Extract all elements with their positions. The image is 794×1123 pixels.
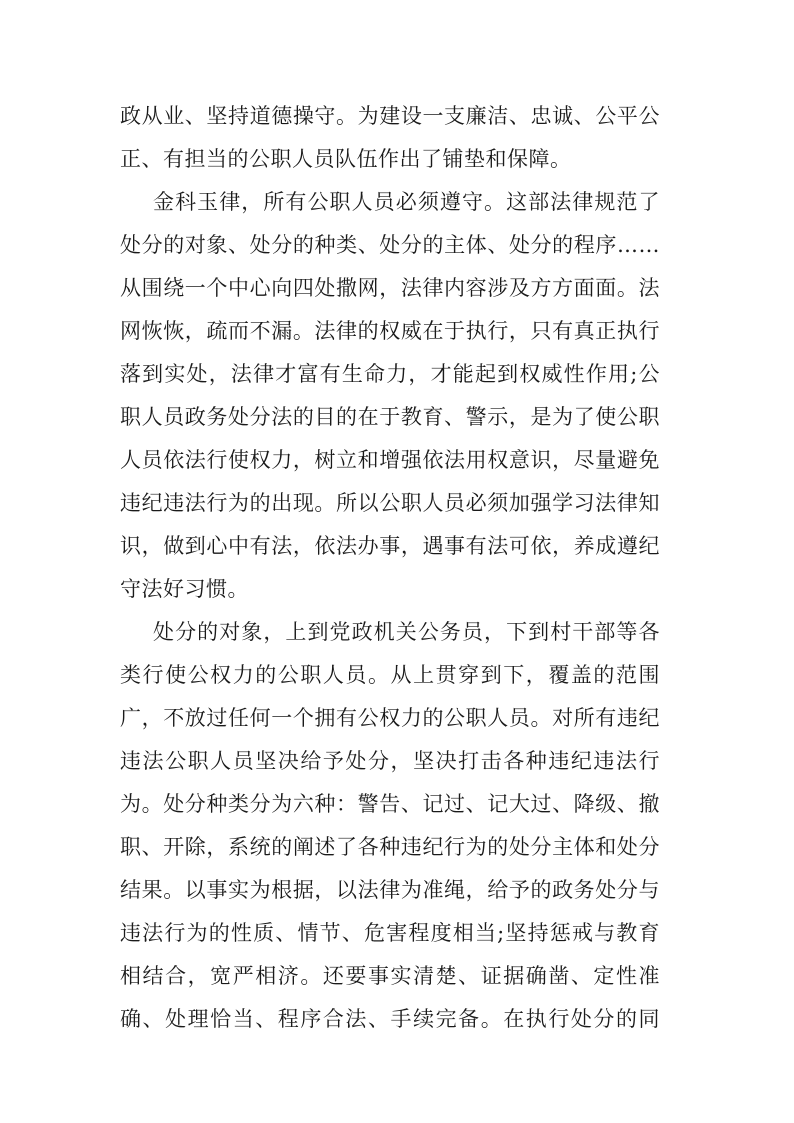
text-line: 类行使公权力的公职人员。从上贯穿到下，覆盖的范围 <box>120 663 660 687</box>
text-line: 人员依法行使权力，树立和增强依法用权意识，尽量避免 <box>120 448 660 472</box>
text-line: 职人员政务处分法的目的在于教育、警示，是为了使公职 <box>120 405 660 429</box>
text-line: 结果。以事实为根据，以法律为准绳，给予的政务处分与 <box>120 878 660 902</box>
text-line: 处分的对象、处分的种类、处分的主体、处分的程序…… <box>120 233 660 257</box>
paragraph-start-line: 处分的对象，上到党政机关公务员，下到村干部等各 <box>153 620 660 644</box>
text-line: 违法行为的性质、情节、危害程度相当;坚持惩戒与教育 <box>120 921 660 945</box>
text-line: 识，做到心中有法，依法办事，遇事有法可依，养成遵纪 <box>120 534 660 558</box>
text-line: 正、有担当的公职人员队伍作出了铺垫和保障。 <box>120 147 572 171</box>
text-line: 广，不放过任何一个拥有公权力的公职人员。对所有违纪 <box>120 706 660 730</box>
text-line: 相结合，宽严相济。还要事实清楚、证据确凿、定性准 <box>120 964 660 988</box>
text-line: 从围绕一个中心向四处撒网，法律内容涉及方方面面。法 <box>120 276 660 300</box>
text-line: 违纪违法行为的出现。所以公职人员必须加强学习法律知 <box>120 491 660 515</box>
text-line: 确、处理恰当、程序合法、手续完备。在执行处分的同 <box>120 1007 660 1031</box>
text-line: 为。处分种类分为六种：警告、记过、记大过、降级、撤 <box>120 792 660 816</box>
text-line: 职、开除，系统的阐述了各种违纪行为的处分主体和处分 <box>120 835 660 859</box>
paragraph-start-line: 金科玉律，所有公职人员必须遵守。这部法律规范了 <box>153 190 660 214</box>
text-line: 守法好习惯。 <box>120 577 249 601</box>
text-line: 落到实处，法律才富有生命力，才能起到权威性作用;公 <box>120 362 660 386</box>
text-line: 网恢恢，疏而不漏。法律的权威在于执行，只有真正执行 <box>120 319 660 343</box>
text-line: 政从业、坚持道德操守。为建设一支廉洁、忠诚、公平公 <box>120 104 660 128</box>
text-line: 违法公职人员坚决给予处分，坚决打击各种违纪违法行 <box>120 749 660 773</box>
